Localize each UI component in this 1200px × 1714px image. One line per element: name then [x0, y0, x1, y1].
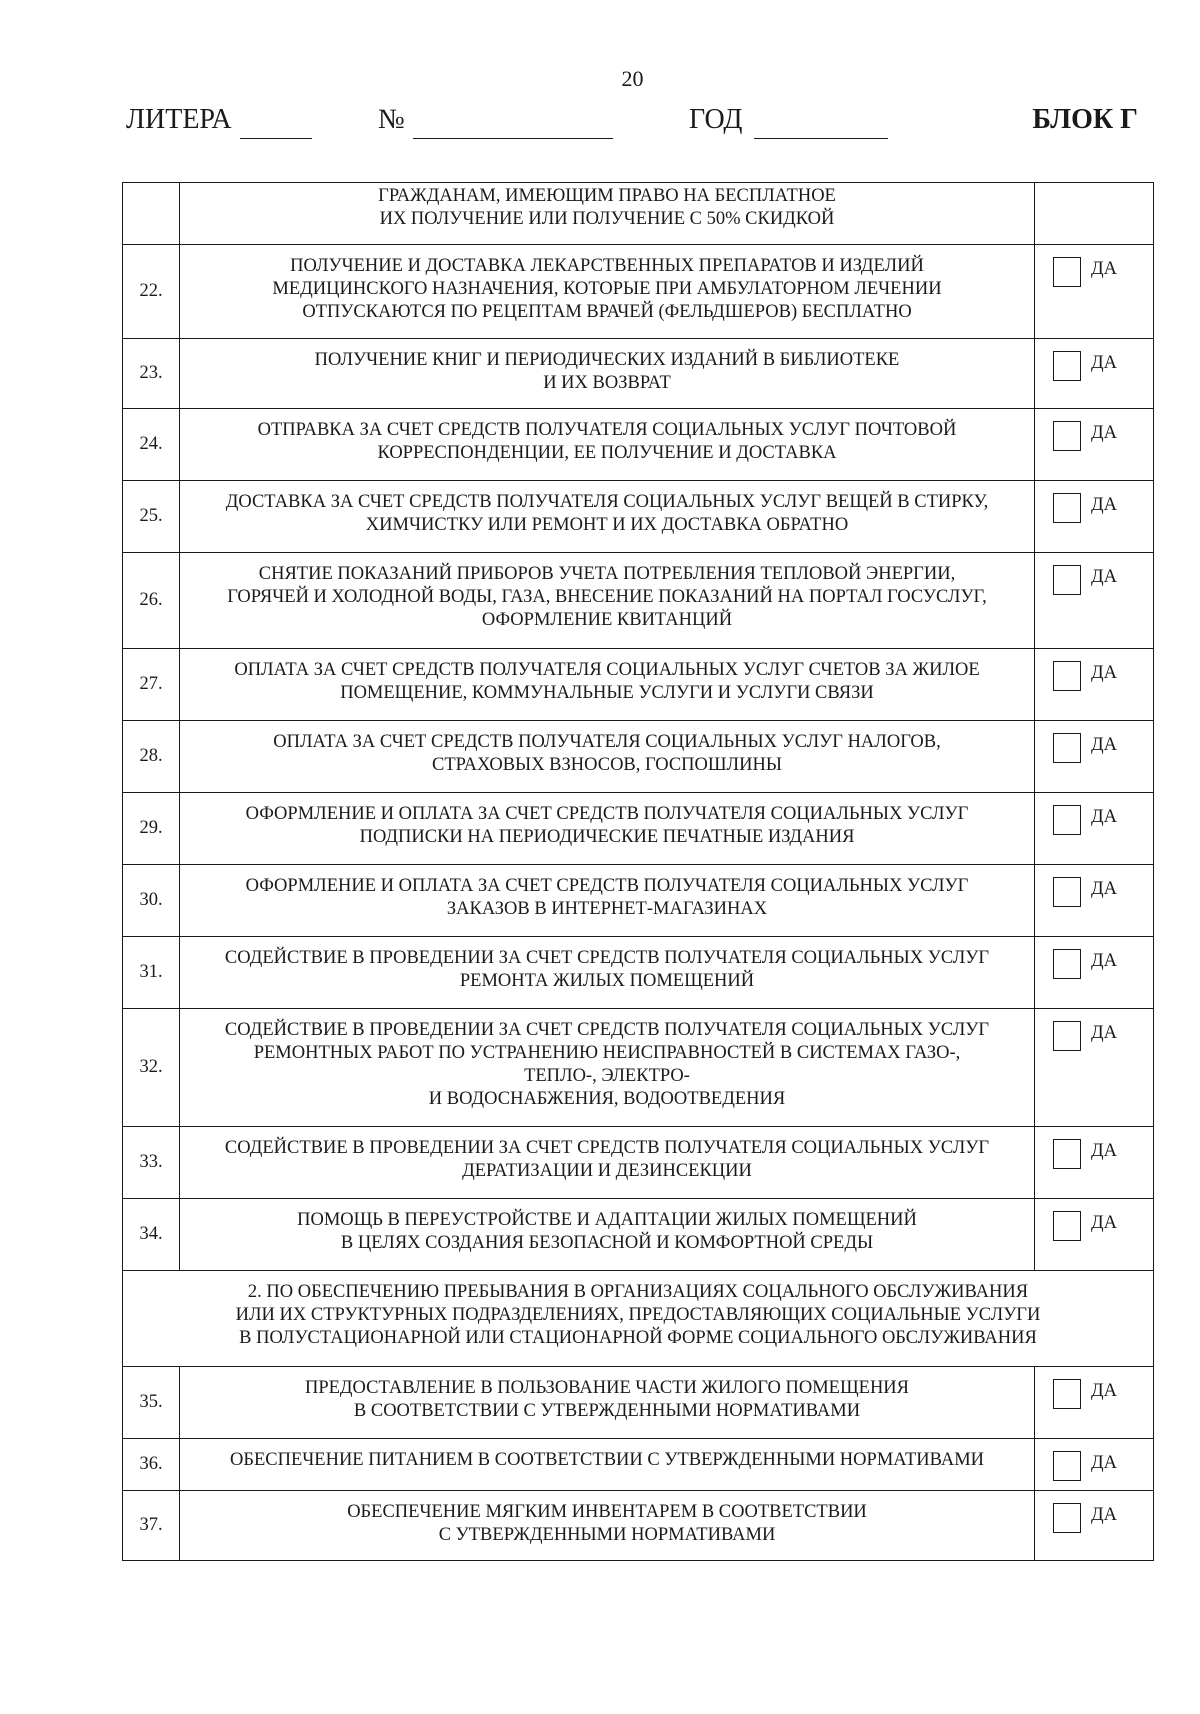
- row-number: 32.: [139, 1057, 163, 1077]
- yes-option-cell: [1035, 481, 1154, 553]
- service-description: ОБЕСПЕЧЕНИЕ ПИТАНИЕМ В СООТВЕТСТВИИ С УТВЕРЖДЕННЫМИ НОРМАТИВАМИ: [180, 1439, 1035, 1491]
- yes-checkbox[interactable]: [1053, 1379, 1081, 1409]
- yes-label: ДА: [1091, 1141, 1117, 1161]
- row-number: 24.: [139, 434, 163, 454]
- service-description: ПОЛУЧЕНИЕ КНИГ И ПЕРИОДИЧЕСКИХ ИЗДАНИЙ В БИБЛИОТЕКЕ И ИХ ВОЗВРАТ: [180, 339, 1035, 409]
- row-number: 29.: [139, 818, 163, 838]
- row-number: 33.: [139, 1152, 163, 1172]
- row-number-cell: [123, 1491, 180, 1561]
- number-field[interactable]: [413, 138, 613, 139]
- yes-label: ДА: [1091, 495, 1117, 515]
- continuation-row: [123, 183, 1154, 245]
- service-row: [123, 721, 1154, 793]
- service-description: ПОМОЩЬ В ПЕРЕУСТРОЙСТВЕ И АДАПТАЦИИ ЖИЛЫХ ПОМЕЩЕНИЙ В ЦЕЛЯХ СОЗДАНИЯ БЕЗОПАСНОЙ И КОМФОРТНОЙ СРЕДЫ: [180, 1199, 1035, 1271]
- row-number-cell: [123, 649, 180, 721]
- yes-checkbox[interactable]: [1053, 1503, 1081, 1533]
- section-header-row: [123, 1271, 1154, 1367]
- service-row: [123, 1367, 1154, 1439]
- row-number-cell: [123, 793, 180, 865]
- yes-label: ДА: [1091, 1505, 1117, 1525]
- litera-label: ЛИТЕРА: [126, 104, 232, 135]
- number-label: №: [378, 104, 405, 135]
- row-number-cell: [123, 1127, 180, 1199]
- yes-option-cell: [1035, 865, 1154, 937]
- yes-checkbox[interactable]: [1053, 1021, 1081, 1051]
- yes-option-cell: [1035, 245, 1154, 339]
- row-number-cell: [123, 865, 180, 937]
- yes-option-cell: [1035, 649, 1154, 721]
- row-number-cell: [123, 937, 180, 1009]
- yes-checkbox[interactable]: [1053, 1139, 1081, 1169]
- row-number: 35.: [139, 1392, 163, 1412]
- yes-option-cell: [1035, 1439, 1154, 1491]
- row-number-cell: [123, 1439, 180, 1491]
- row-number-cell: [123, 721, 180, 793]
- yes-checkbox[interactable]: [1053, 565, 1081, 595]
- service-row: [123, 1127, 1154, 1199]
- service-description: ОТПРАВКА ЗА СЧЕТ СРЕДСТВ ПОЛУЧАТЕЛЯ СОЦИАЛЬНЫХ УСЛУГ ПОЧТОВОЙ КОРРЕСПОНДЕНЦИИ, ЕЕ ПОЛУЧЕНИЕ И ДОСТАВКА: [180, 409, 1035, 481]
- service-row: [123, 865, 1154, 937]
- yes-label: ДА: [1091, 807, 1117, 827]
- yes-option-cell: [1035, 339, 1154, 409]
- service-description: ОПЛАТА ЗА СЧЕТ СРЕДСТВ ПОЛУЧАТЕЛЯ СОЦИАЛЬНЫХ УСЛУГ СЧЕТОВ ЗА ЖИЛОЕ ПОМЕЩЕНИЕ, КОММУНАЛЬНЫЕ УСЛУГИ И УСЛУГИ СВЯЗИ: [180, 649, 1035, 721]
- yes-option-cell: [1035, 1491, 1154, 1561]
- row-number-cell: [123, 1009, 180, 1127]
- section-2-title: 2. ПО ОБЕСПЕЧЕНИЮ ПРЕБЫВАНИЯ В ОРГАНИЗАЦИЯХ СОЦАЛЬНОГО ОБСЛУЖИВАНИЯ ИЛИ ИХ СТРУКТУРНЫХ ПОДРАЗДЕЛЕНИЯХ, ПРЕДОСТАВЛЯЮЩИХ СОЦИАЛЬНЫЕ УСЛУГИ В ПОЛУСТАЦИОНАРНОЙ ИЛИ СТАЦИОНАРНОЙ ФОРМЕ СОЦИАЛЬНОГО ОБСЛУЖИВАНИЯ: [123, 1271, 1154, 1367]
- row-number: 26.: [139, 590, 163, 610]
- service-description: ДОСТАВКА ЗА СЧЕТ СРЕДСТВ ПОЛУЧАТЕЛЯ СОЦИАЛЬНЫХ УСЛУГ ВЕЩЕЙ В СТИРКУ, ХИМЧИСТКУ ИЛИ РЕМОНТ И ИХ ДОСТАВКА ОБРАТНО: [180, 481, 1035, 553]
- yes-label: ДА: [1091, 423, 1117, 443]
- service-description: СНЯТИЕ ПОКАЗАНИЙ ПРИБОРОВ УЧЕТА ПОТРЕБЛЕНИЯ ТЕПЛОВОЙ ЭНЕРГИИ, ГОРЯЧЕЙ И ХОЛОДНОЙ ВОДЫ, ГАЗА, ВНЕСЕНИЕ ПОКАЗАНИЙ НА ПОРТАЛ ГОСУСЛУГ, ОФОРМЛЕНИЕ КВИТАНЦИЙ: [180, 553, 1035, 649]
- empty-check-cell: [1035, 183, 1154, 245]
- service-row: [123, 245, 1154, 339]
- service-row: [123, 1439, 1154, 1491]
- service-description: ОПЛАТА ЗА СЧЕТ СРЕДСТВ ПОЛУЧАТЕЛЯ СОЦИАЛЬНЫХ УСЛУГ НАЛОГОВ, СТРАХОВЫХ ВЗНОСОВ, ГОСПОШЛИНЫ: [180, 721, 1035, 793]
- row-number-cell: [123, 409, 180, 481]
- row-number: 30.: [139, 890, 163, 910]
- service-description: СОДЕЙСТВИЕ В ПРОВЕДЕНИИ ЗА СЧЕТ СРЕДСТВ ПОЛУЧАТЕЛЯ СОЦИАЛЬНЫХ УСЛУГ РЕМОНТНЫХ РАБОТ ПО УСТРАНЕНИЮ НЕИСПРАВНОСТЕЙ В СИСТЕМАХ ГАЗО-, ТЕПЛО-, ЭЛЕКТРО- И ВОДОСНАБЖЕНИЯ, ВОДООТВЕДЕНИЯ: [180, 1009, 1035, 1127]
- service-description: СОДЕЙСТВИЕ В ПРОВЕДЕНИИ ЗА СЧЕТ СРЕДСТВ ПОЛУЧАТЕЛЯ СОЦИАЛЬНЫХ УСЛУГ ДЕРАТИЗАЦИИ И ДЕЗИНСЕКЦИИ: [180, 1127, 1035, 1199]
- yes-checkbox[interactable]: [1053, 257, 1081, 287]
- continuation-text: ГРАЖДАНАМ, ИМЕЮЩИМ ПРАВО НА БЕСПЛАТНОЕ ИХ ПОЛУЧЕНИЕ ИЛИ ПОЛУЧЕНИЕ С 50% СКИДКОЙ: [180, 183, 1035, 245]
- services-table: [122, 182, 1154, 1561]
- yes-option-cell: [1035, 1127, 1154, 1199]
- litera-field[interactable]: [240, 138, 312, 139]
- yes-label: ДА: [1091, 1023, 1117, 1043]
- yes-label: ДА: [1091, 951, 1117, 971]
- service-row: [123, 937, 1154, 1009]
- row-number: 22.: [139, 281, 163, 301]
- service-row: [123, 481, 1154, 553]
- yes-label: ДА: [1091, 1213, 1117, 1233]
- yes-checkbox[interactable]: [1053, 351, 1081, 381]
- service-row: [123, 1009, 1154, 1127]
- yes-option-cell: [1035, 1009, 1154, 1127]
- row-number: 27.: [139, 674, 163, 694]
- row-number-cell: [123, 1199, 180, 1271]
- yes-label: ДА: [1091, 879, 1117, 899]
- yes-option-cell: [1035, 793, 1154, 865]
- yes-option-cell: [1035, 721, 1154, 793]
- yes-label: ДА: [1091, 663, 1117, 683]
- yes-checkbox[interactable]: [1053, 1451, 1081, 1481]
- row-number: 37.: [139, 1515, 163, 1535]
- yes-label: ДА: [1091, 1453, 1117, 1473]
- row-number: 28.: [139, 746, 163, 766]
- yes-option-cell: [1035, 409, 1154, 481]
- year-field[interactable]: [754, 138, 888, 139]
- year-label: ГОД: [689, 104, 743, 135]
- page-number: 20: [621, 66, 644, 91]
- service-description: ПРЕДОСТАВЛЕНИЕ В ПОЛЬЗОВАНИЕ ЧАСТИ ЖИЛОГО ПОМЕЩЕНИЯ В СООТВЕТСТВИИ С УТВЕРЖДЕННЫМИ НОРМАТИВАМИ: [180, 1367, 1035, 1439]
- service-row: [123, 1491, 1154, 1561]
- yes-label: ДА: [1091, 1381, 1117, 1401]
- service-description: СОДЕЙСТВИЕ В ПРОВЕДЕНИИ ЗА СЧЕТ СРЕДСТВ ПОЛУЧАТЕЛЯ СОЦИАЛЬНЫХ УСЛУГ РЕМОНТА ЖИЛЫХ ПОМЕЩЕНИЙ: [180, 937, 1035, 1009]
- yes-label: ДА: [1091, 567, 1117, 587]
- row-number: 23.: [139, 363, 163, 383]
- yes-label: ДА: [1091, 353, 1117, 373]
- service-row: [123, 793, 1154, 865]
- form-header: [126, 104, 1138, 144]
- yes-checkbox[interactable]: [1053, 949, 1081, 979]
- row-number: 31.: [139, 962, 163, 982]
- service-row: [123, 409, 1154, 481]
- service-row: [123, 339, 1154, 409]
- yes-option-cell: [1035, 1367, 1154, 1439]
- service-description: ОБЕСПЕЧЕНИЕ МЯГКИМ ИНВЕНТАРЕМ В СООТВЕТСТВИИ С УТВЕРЖДЕННЫМИ НОРМАТИВАМИ: [180, 1491, 1035, 1561]
- yes-option-cell: [1035, 1199, 1154, 1271]
- yes-checkbox[interactable]: [1053, 805, 1081, 835]
- service-description: ОФОРМЛЕНИЕ И ОПЛАТА ЗА СЧЕТ СРЕДСТВ ПОЛУЧАТЕЛЯ СОЦИАЛЬНЫХ УСЛУГ ПОДПИСКИ НА ПЕРИОДИЧЕСКИЕ ПЕЧАТНЫЕ ИЗДАНИЯ: [180, 793, 1035, 865]
- row-number: 34.: [139, 1224, 163, 1244]
- yes-label: ДА: [1091, 259, 1117, 279]
- yes-checkbox[interactable]: [1053, 733, 1081, 763]
- row-number-cell: [123, 339, 180, 409]
- service-row: [123, 1199, 1154, 1271]
- yes-checkbox[interactable]: [1053, 1211, 1081, 1241]
- yes-option-cell: [1035, 553, 1154, 649]
- yes-checkbox[interactable]: [1053, 493, 1081, 523]
- row-number-cell: [123, 245, 180, 339]
- row-number-cell: [123, 183, 180, 245]
- row-number: 36.: [139, 1454, 163, 1474]
- service-row: [123, 553, 1154, 649]
- yes-checkbox[interactable]: [1053, 421, 1081, 451]
- yes-option-cell: [1035, 937, 1154, 1009]
- yes-checkbox[interactable]: [1053, 877, 1081, 907]
- service-description: ОФОРМЛЕНИЕ И ОПЛАТА ЗА СЧЕТ СРЕДСТВ ПОЛУЧАТЕЛЯ СОЦИАЛЬНЫХ УСЛУГ ЗАКАЗОВ В ИНТЕРНЕТ-МАГАЗИНАХ: [180, 865, 1035, 937]
- service-row: [123, 649, 1154, 721]
- row-number-cell: [123, 481, 180, 553]
- row-number-cell: [123, 1367, 180, 1439]
- yes-label: ДА: [1091, 735, 1117, 755]
- row-number: 25.: [139, 506, 163, 526]
- service-description: ПОЛУЧЕНИЕ И ДОСТАВКА ЛЕКАРСТВЕННЫХ ПРЕПАРАТОВ И ИЗДЕЛИЙ МЕДИЦИНСКОГО НАЗНАЧЕНИЯ, КОТОРЫЕ ПРИ АМБУЛАТОРНОМ ЛЕЧЕНИИ ОТПУСКАЮТСЯ ПО РЕЦЕПТАМ ВРАЧЕЙ (ФЕЛЬДШЕРОВ) БЕСПЛАТНО: [180, 245, 1035, 339]
- block-label: БЛОК Г: [1032, 104, 1138, 135]
- row-number-cell: [123, 553, 180, 649]
- yes-checkbox[interactable]: [1053, 661, 1081, 691]
